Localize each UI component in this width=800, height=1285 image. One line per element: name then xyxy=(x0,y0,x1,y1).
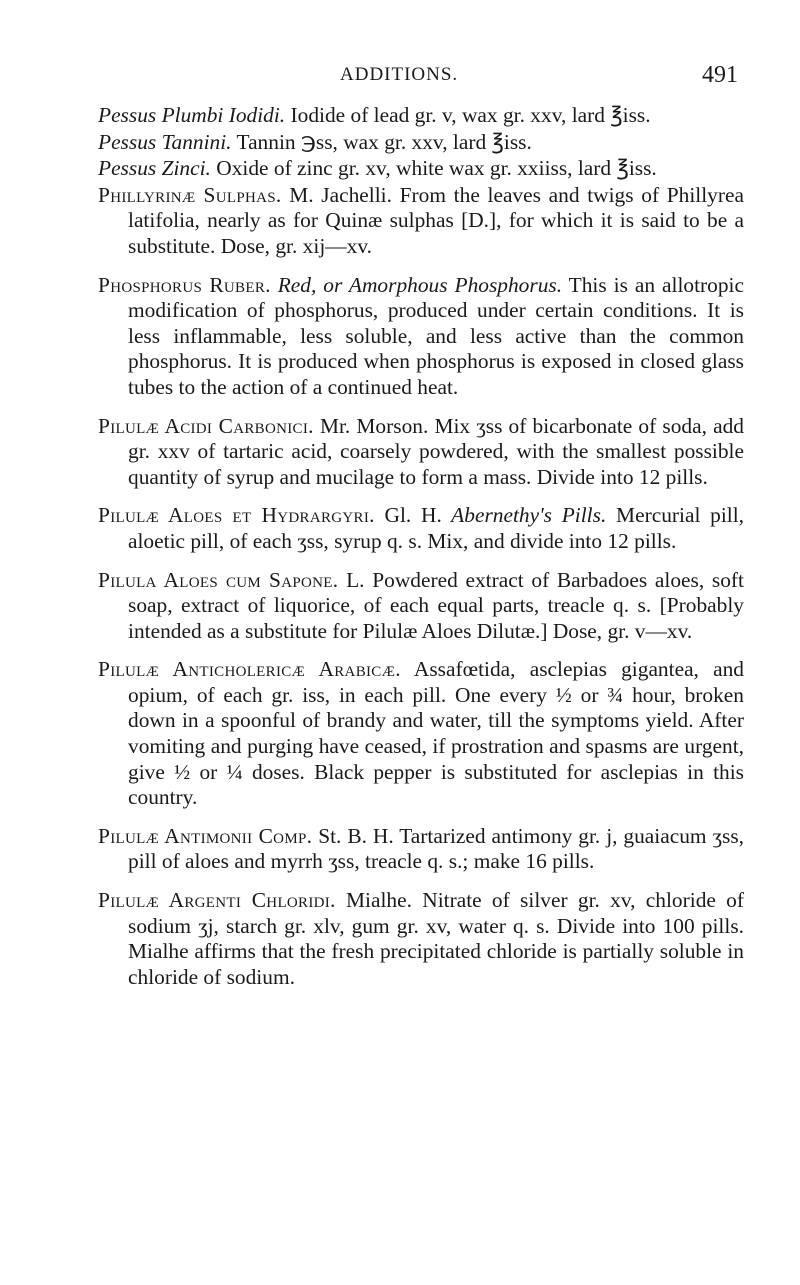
entry-head: Pilulæ Acidi Carbonici. xyxy=(98,413,314,438)
entry-text: Oxide of zinc gr. xv, white wax gr. xxiiss, lard ℥iss. xyxy=(210,156,657,181)
entry-head: Pilulæ Antimonii Comp. xyxy=(98,823,313,848)
entry-text: L. Powdered extract of Barbadoes aloes, soft soap, extract of liquorice, of each equal parts, treacle q. s. [Probably intended as a substitute for Pilulæ Aloes Dilutæ.] Dose, gr. v—xv. xyxy=(128,567,744,643)
entry-pessus-zinci xyxy=(98,156,744,182)
entry-text: M. Jachelli. From the leaves and twigs of Phillyrea latifolia, nearly as for Quinæ sulphas [D.], for which it is said to be a substitute. Dose, gr. xij—xv. xyxy=(128,182,744,258)
entry-pessus-plumbi-iodidi xyxy=(98,103,744,129)
entry-text: Iodide of lead gr. v, wax gr. xxv, lard ℥iss. xyxy=(285,103,651,127)
entry-head: Pessus Tannini. xyxy=(98,129,232,154)
entry-text: Tannin ℈ss, wax gr. xxv, lard ℥iss. xyxy=(231,129,532,154)
entry-pilulae-antimonii-comp xyxy=(98,824,744,875)
entry-text: Mr. Morson. Mix ʒss of bicarbonate of soda, add gr. xxv of tartaric acid, coarsely powdered, with the smallest possible quantity of syrup and mucilage to form a mass. Divide into 12 pills. xyxy=(128,413,744,489)
entry-head: Pilulæ Argenti Chloridi. xyxy=(98,888,336,913)
entry-head: Phosphorus Ruber. xyxy=(98,272,271,297)
entry-subtitle: Abernethy's Pills. xyxy=(441,503,607,528)
entry-text: This is an allotropic modification of phosphorus, produced under certain conditions. It is less inflammable, less soluble, and less active than the common phosphorus. It is produced when phosphorus is exposed in closed glass tubes to the action of a continued heat. xyxy=(128,272,744,399)
entry-pilulae-acidi-carbonici xyxy=(98,414,744,491)
entry-head: Pilulæ Aloes et Hydrargyri. xyxy=(98,503,375,528)
entry-head: Pilulæ Anticholericæ Arabicæ. xyxy=(98,657,401,682)
entry-text: Mialhe. Nitrate of silver gr. xv, chloride of sodium ʒj, starch gr. xlv, gum gr. xv, water q. s. Divide into 100 pills. Mialhe affirms that the fresh precipitated chloride is partially soluble in chloride of sodium. xyxy=(128,888,745,989)
entry-subtitle: Red, or Amorphous Phosphorus. xyxy=(270,272,563,297)
entry-text: Assafœtida, asclepias gigantea, and opium, of each gr. iss, in each pill. One every ½ or ¾ hour, broken down in a spoonful of brandy and water, till the symptoms yield. After vomiting and purging have ceased, if prostration and spasms are urgent, give ½ or ¼ doses. Black pepper is substituted for asclepias in this country. xyxy=(128,657,744,810)
entry-text: Mercurial pill, aloetic pill, of each ʒss, syrup q. s. Mix, and divide into 12 pills. xyxy=(128,503,745,553)
entry-source: Gl. H. xyxy=(374,503,442,528)
entry-head: Phillyrinæ Sulphas. xyxy=(98,182,282,207)
entry-text: St. B. H. Tartarized antimony gr. j, guaiacum ʒss, pill of aloes and myrrh ʒss, treacle q. s.; make 16 pills. xyxy=(128,823,745,874)
entry-pilulae-anticholericae-arabicae xyxy=(98,657,744,811)
entry-phillyrinae-sulphas xyxy=(98,183,744,260)
entry-head: Pessus Zinci. xyxy=(98,156,211,181)
entry-pessus-tannini xyxy=(98,130,744,156)
entry-pilulae-argenti-chloridi xyxy=(98,888,744,990)
entry-head: Pilula Aloes cum Sapone. xyxy=(98,567,339,592)
running-header xyxy=(0,62,800,102)
entry-pilula-aloes-cum-sapone xyxy=(98,568,744,645)
entry-phosphorus-ruber xyxy=(98,273,744,401)
page-number: 491 xyxy=(702,62,738,88)
body-text xyxy=(98,103,744,1003)
entry-pilulae-aloes-et-hydrargyri xyxy=(98,503,744,554)
header-title: ADDITIONS. xyxy=(340,64,459,85)
entry-head: Pessus Plumbi Iodidi. xyxy=(98,103,286,127)
